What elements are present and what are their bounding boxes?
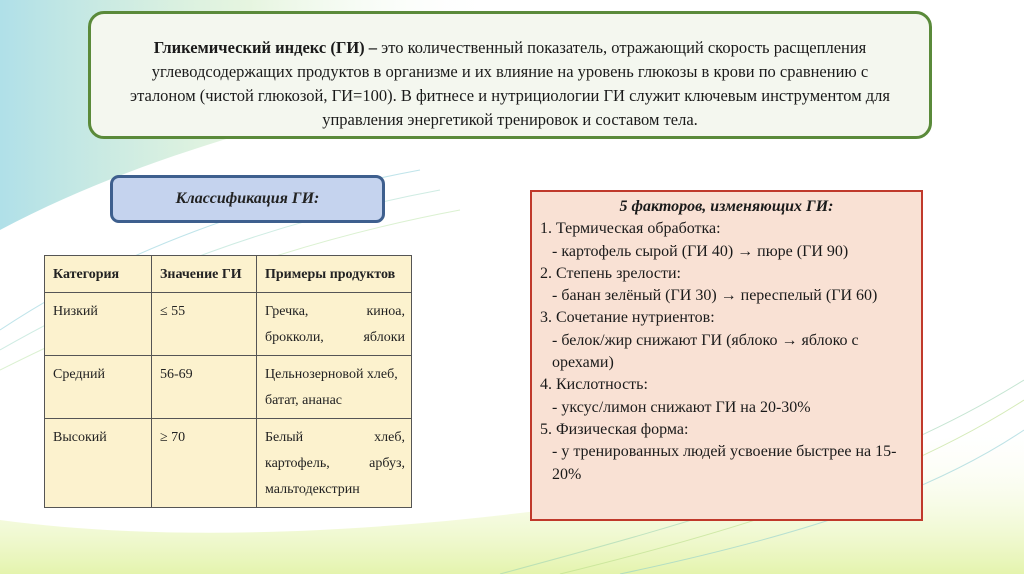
table-cell-examples: Гречка, киноа, брокколи, яблоки (257, 293, 412, 356)
definition-text: это количественный показатель, отражающий скорость расщепления углеводсодержащих продуктов в организме и их влияние на уровень глюкозы в крови по сравнению с эталоном (чистой глюкозой, ГИ=100). В фитнесе и нутрициологии ГИ служит ключевым инструментом для управления энергетикой тренировок и составом тела. (129, 38, 891, 129)
table-cell-value: 56-69 (152, 356, 257, 419)
gi-table (44, 255, 412, 508)
table-cell-category: Низкий (45, 293, 152, 356)
table-header-category: Категория (45, 256, 152, 293)
classification-title: Классификация ГИ: (175, 190, 320, 207)
table-header-examples: Примеры продуктов (257, 256, 412, 293)
table-header-value: Значение ГИ (152, 256, 257, 293)
table-cell-examples: Цельнозерновой хлеб, батат, ананас (257, 356, 412, 419)
factor-heading: 5. Физическая форма: (540, 420, 689, 438)
factors-box (530, 190, 923, 521)
definition-box (88, 11, 932, 139)
factor-detail: - у тренированных людей усвоение быстрее на 15-20% (552, 443, 897, 483)
table-cell-category: Средний (45, 356, 152, 419)
table-row (45, 419, 412, 508)
classification-title-box (110, 175, 385, 223)
table-cell-value: ≥ 70 (152, 419, 257, 508)
table-header-row (45, 256, 412, 293)
factor-heading: 4. Кислотность: (540, 376, 648, 394)
factor-detail: - белок/жир снижают ГИ (яблоко → яблоко с орехами) (552, 331, 859, 372)
table-cell-value: ≤ 55 (152, 293, 257, 356)
table-cell-examples: Белый хлеб, картофель, арбуз, мальтодекстрин (257, 419, 412, 508)
factor-heading: 3. Сочетание нутриентов: (540, 309, 715, 327)
table-cell-category: Высокий (45, 419, 152, 508)
definition-term: Гликемический индекс (ГИ) – (153, 38, 378, 57)
factors-title: 5 факторов, изменяющих ГИ: (619, 198, 834, 215)
table-row (45, 356, 412, 419)
table-row (45, 293, 412, 356)
factor-heading: 2. Степень зрелости: (540, 264, 681, 282)
factor-heading: 1. Термическая обработка: (540, 220, 721, 238)
factor-detail: - картофель сырой (ГИ 40) → пюре (ГИ 90) (552, 242, 849, 260)
factor-detail: - уксус/лимон снижают ГИ на 20-30% (552, 398, 811, 416)
factor-detail: - банан зелёный (ГИ 30) → переспелый (ГИ 60) (552, 287, 878, 305)
